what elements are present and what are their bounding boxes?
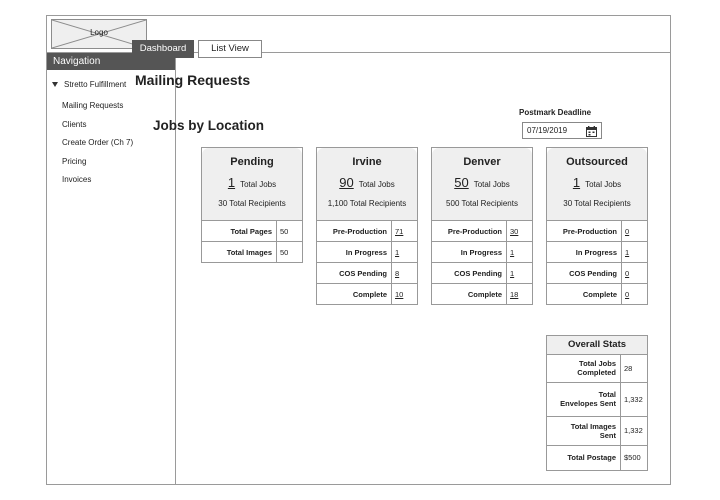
card-total-jobs	[202, 175, 302, 190]
total-jobs-label: Total Jobs	[240, 180, 277, 189]
total-jobs-label: Total Jobs	[358, 180, 395, 189]
location-card-pending	[201, 147, 303, 263]
total-jobs-count[interactable]: 1	[572, 175, 581, 190]
table-row	[547, 382, 647, 416]
stat-value: 28	[624, 363, 633, 373]
postmark-deadline-field[interactable]	[522, 122, 602, 139]
total-jobs-count[interactable]: 1	[227, 175, 236, 190]
total-jobs-label: Total Jobs	[585, 180, 622, 189]
row-value-link[interactable]: 18	[507, 284, 533, 305]
logo-text: Logo	[90, 28, 108, 37]
table-row	[547, 242, 647, 263]
row-label: COS Pending	[547, 263, 622, 284]
row-label: In Progress	[547, 242, 622, 263]
tab-dashboard[interactable]: Dashboard	[132, 40, 194, 58]
sidebar-title: Navigation	[47, 53, 175, 70]
row-label: In Progress	[317, 242, 392, 263]
tab-list-view[interactable]: List View	[198, 40, 262, 58]
row-label: COS Pending	[317, 263, 392, 284]
table-row	[547, 221, 647, 242]
sidebar-item-mailing-requests[interactable]: Mailing Requests	[62, 101, 124, 110]
table-row	[432, 284, 532, 305]
location-card-outsourced	[546, 147, 648, 305]
sidebar-item-clients[interactable]: Clients	[62, 119, 87, 129]
calendar-icon[interactable]	[586, 126, 597, 137]
row-value-link[interactable]: 8	[392, 263, 418, 284]
row-value-link[interactable]: 1	[507, 263, 533, 284]
card-title: Irvine	[352, 156, 382, 168]
row-value-link[interactable]: 30	[510, 226, 519, 236]
expand-triangle-icon	[52, 82, 58, 87]
row-label: Total Pages	[202, 221, 277, 242]
row-label: Complete	[432, 284, 507, 305]
card-total-recipients: 500 Total Recipients	[446, 199, 518, 208]
card-total-jobs	[432, 175, 532, 190]
row-value-link[interactable]: 0	[625, 226, 630, 236]
card-total-recipients: 30 Total Recipients	[218, 199, 286, 208]
postmark-deadline-label: Postmark Deadline	[519, 108, 592, 117]
table-row	[432, 263, 532, 284]
table-row	[202, 221, 302, 242]
table-row	[317, 242, 417, 263]
row-label: Total Images	[202, 242, 277, 263]
row-value-link[interactable]: 0	[622, 263, 648, 284]
overall-stats-panel	[546, 335, 648, 471]
overall-stats-title: Overall Stats	[547, 336, 647, 355]
card-title: Denver	[463, 156, 501, 168]
row-value-link[interactable]: 71	[395, 226, 404, 236]
table-row	[547, 284, 647, 305]
stat-label: Total Images Sent	[547, 416, 621, 445]
location-card-denver	[431, 147, 533, 305]
stat-label: Total Envelopes Sent	[547, 382, 621, 416]
postmark-deadline-input[interactable]	[527, 125, 583, 136]
table-row	[547, 263, 647, 284]
row-label: Complete	[317, 284, 392, 305]
total-jobs-label: Total Jobs	[473, 180, 510, 189]
sidebar-item-invoices[interactable]: Invoices	[62, 175, 92, 184]
table-row	[202, 242, 302, 263]
section-title: Jobs by Location	[153, 118, 265, 133]
table-row	[317, 284, 417, 305]
table-row	[547, 416, 647, 445]
stat-value: $500	[621, 445, 648, 470]
card-total-recipients: 1,100 Total Recipients	[327, 199, 407, 208]
stat-label: Total Jobs Completed	[547, 355, 621, 382]
row-label: Pre-Production	[432, 221, 507, 242]
row-value-link[interactable]: 1	[622, 242, 648, 263]
page-title: Mailing Requests	[135, 72, 251, 88]
location-card-irvine	[316, 147, 418, 305]
row-label: COS Pending	[432, 263, 507, 284]
sidebar-item-pricing[interactable]: Pricing	[62, 156, 87, 166]
card-total-recipients: 30 Total Recipients	[563, 199, 631, 208]
table-row	[432, 242, 532, 263]
sidebar-item-create-order[interactable]: Create Order (Ch 7)	[62, 138, 134, 147]
row-value: 50	[280, 226, 289, 236]
total-jobs-count[interactable]: 50	[454, 175, 469, 190]
card-title: Outsourced	[566, 156, 628, 168]
row-value-link[interactable]: 0	[622, 284, 648, 305]
row-label: Pre-Production	[547, 221, 622, 242]
table-row	[547, 355, 647, 382]
row-label: In Progress	[432, 242, 507, 263]
row-value-link[interactable]: 1	[392, 242, 418, 263]
row-label: Pre-Production	[317, 221, 392, 242]
row-label: Complete	[547, 284, 622, 305]
stat-label: Total Postage	[547, 445, 621, 470]
table-row	[432, 221, 532, 242]
table-row	[317, 221, 417, 242]
card-total-jobs	[547, 175, 647, 190]
card-title: Pending	[230, 156, 274, 168]
table-row	[547, 445, 647, 470]
row-value-link[interactable]: 1	[507, 242, 533, 263]
row-value-link[interactable]: 10	[392, 284, 418, 305]
sidebar-group-label: Stretto Fulfillment	[64, 80, 127, 89]
stat-value: 1,332	[621, 416, 648, 445]
table-row	[317, 263, 417, 284]
row-value: 50	[277, 242, 303, 263]
total-jobs-count[interactable]: 90	[339, 175, 354, 190]
card-total-jobs	[317, 175, 417, 190]
stat-value: 1,332	[621, 382, 648, 416]
